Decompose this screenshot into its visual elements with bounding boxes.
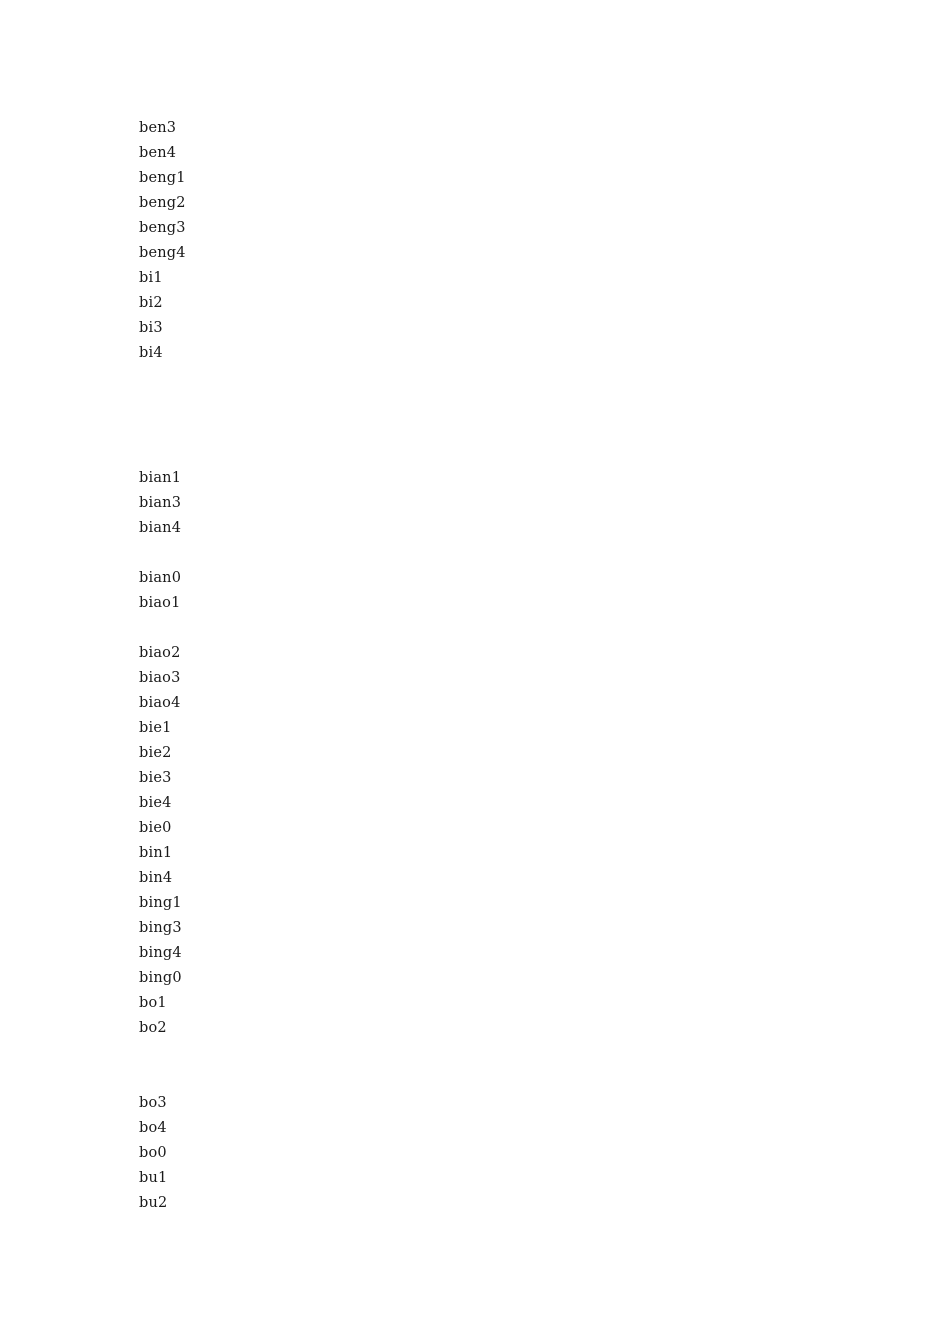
character-list [188, 245, 441, 261]
character-list [174, 770, 225, 786]
syllable-label: bin4 [139, 870, 173, 886]
character-list [183, 570, 208, 586]
syllable-label: bi3 [139, 320, 163, 336]
syllable-label: bo4 [139, 1120, 167, 1136]
syllable-label: beng3 [139, 220, 186, 236]
syllable-label: bian3 [139, 495, 182, 511]
pinyin-entry [139, 341, 811, 466]
syllable-label: bian0 [139, 570, 182, 586]
pinyin-entry [139, 566, 811, 591]
pinyin-entry [139, 516, 811, 566]
character-list [169, 995, 700, 1011]
pinyin-entry [139, 816, 811, 841]
pinyin-entry [139, 266, 811, 291]
character-list [165, 320, 646, 336]
character-list [183, 670, 360, 686]
character-list [174, 720, 326, 736]
syllable-label: bu2 [139, 1195, 168, 1211]
syllable-label: bi2 [139, 295, 163, 311]
pinyin-entry [139, 891, 811, 916]
syllable-label: bie0 [139, 820, 172, 836]
syllable-label: bie1 [139, 720, 172, 736]
character-list [183, 695, 335, 711]
syllable-label: bin1 [139, 845, 173, 861]
syllable-label: beng4 [139, 245, 186, 261]
syllable-label: ben4 [139, 145, 177, 161]
character-list [184, 970, 235, 986]
syllable-label: beng2 [139, 195, 186, 211]
pinyin-entry [139, 291, 811, 316]
pinyin-entry [139, 166, 811, 191]
character-list [139, 595, 790, 636]
syllable-label: bing4 [139, 945, 182, 961]
character-list [184, 945, 614, 961]
syllable-label: bo0 [139, 1145, 167, 1161]
syllable-label: bing3 [139, 920, 182, 936]
pinyin-entry [139, 241, 811, 266]
syllable-label: biao3 [139, 670, 181, 686]
pinyin-entry [139, 641, 811, 666]
character-list [139, 345, 797, 461]
pinyin-entry [139, 716, 811, 741]
character-list [139, 1020, 801, 1086]
character-list [174, 820, 199, 836]
pinyin-entry [139, 1191, 811, 1216]
pinyin-entry [139, 741, 811, 766]
character-list [169, 1120, 321, 1136]
pinyin-entry [139, 841, 811, 866]
character-list [188, 220, 289, 236]
pinyin-list [139, 116, 811, 1216]
syllable-label: bi1 [139, 270, 163, 286]
syllable-label: bing0 [139, 970, 182, 986]
character-list [188, 195, 213, 211]
pinyin-entry [139, 1091, 811, 1116]
syllable-label: bo1 [139, 995, 167, 1011]
pinyin-entry [139, 666, 811, 691]
character-list [169, 1145, 270, 1161]
syllable-label: bian1 [139, 470, 182, 486]
syllable-label: bo2 [139, 1020, 167, 1036]
syllable-label: bie3 [139, 770, 172, 786]
character-list [184, 895, 437, 911]
pinyin-entry [139, 116, 811, 141]
pinyin-entry [139, 916, 811, 941]
pinyin-entry [139, 491, 811, 516]
pinyin-entry [139, 941, 811, 966]
pinyin-entry [139, 766, 811, 791]
pinyin-entry [139, 591, 811, 641]
character-list [174, 795, 199, 811]
character-list [178, 120, 304, 136]
character-list [174, 845, 781, 861]
pinyin-entry [139, 316, 811, 341]
pinyin-entry [139, 991, 811, 1016]
syllable-label: bi4 [139, 345, 163, 361]
pinyin-entry [139, 216, 811, 241]
pinyin-entry [139, 191, 811, 216]
pinyin-entry [139, 1166, 811, 1191]
character-list [183, 470, 588, 486]
pinyin-entry [139, 1141, 811, 1166]
character-list [139, 520, 790, 561]
pinyin-entry [139, 866, 811, 891]
character-list [165, 295, 216, 311]
character-list [183, 495, 537, 511]
character-list [184, 920, 665, 936]
pinyin-entry [139, 1016, 811, 1091]
character-list [169, 1195, 194, 1211]
character-list [178, 145, 406, 161]
character-list [183, 645, 208, 661]
syllable-label: biao2 [139, 645, 181, 661]
syllable-label: bie4 [139, 795, 172, 811]
character-list [169, 1095, 220, 1111]
pinyin-entry [139, 141, 811, 166]
syllable-label: bo3 [139, 1095, 167, 1111]
syllable-label: bing1 [139, 895, 182, 911]
pinyin-entry [139, 1116, 811, 1141]
character-list [188, 170, 365, 186]
syllable-label: ben3 [139, 120, 177, 136]
pinyin-entry [139, 791, 811, 816]
syllable-label: biao1 [139, 595, 181, 611]
syllable-label: bian4 [139, 520, 182, 536]
character-list [169, 1170, 371, 1186]
character-list [174, 745, 427, 761]
syllable-label: bu1 [139, 1170, 168, 1186]
pinyin-entry [139, 691, 811, 716]
syllable-label: bie2 [139, 745, 172, 761]
character-list [174, 870, 503, 886]
pinyin-entry [139, 466, 811, 491]
syllable-label: beng1 [139, 170, 186, 186]
pinyin-entry [139, 966, 811, 991]
syllable-label: biao4 [139, 695, 181, 711]
character-list [165, 270, 367, 286]
